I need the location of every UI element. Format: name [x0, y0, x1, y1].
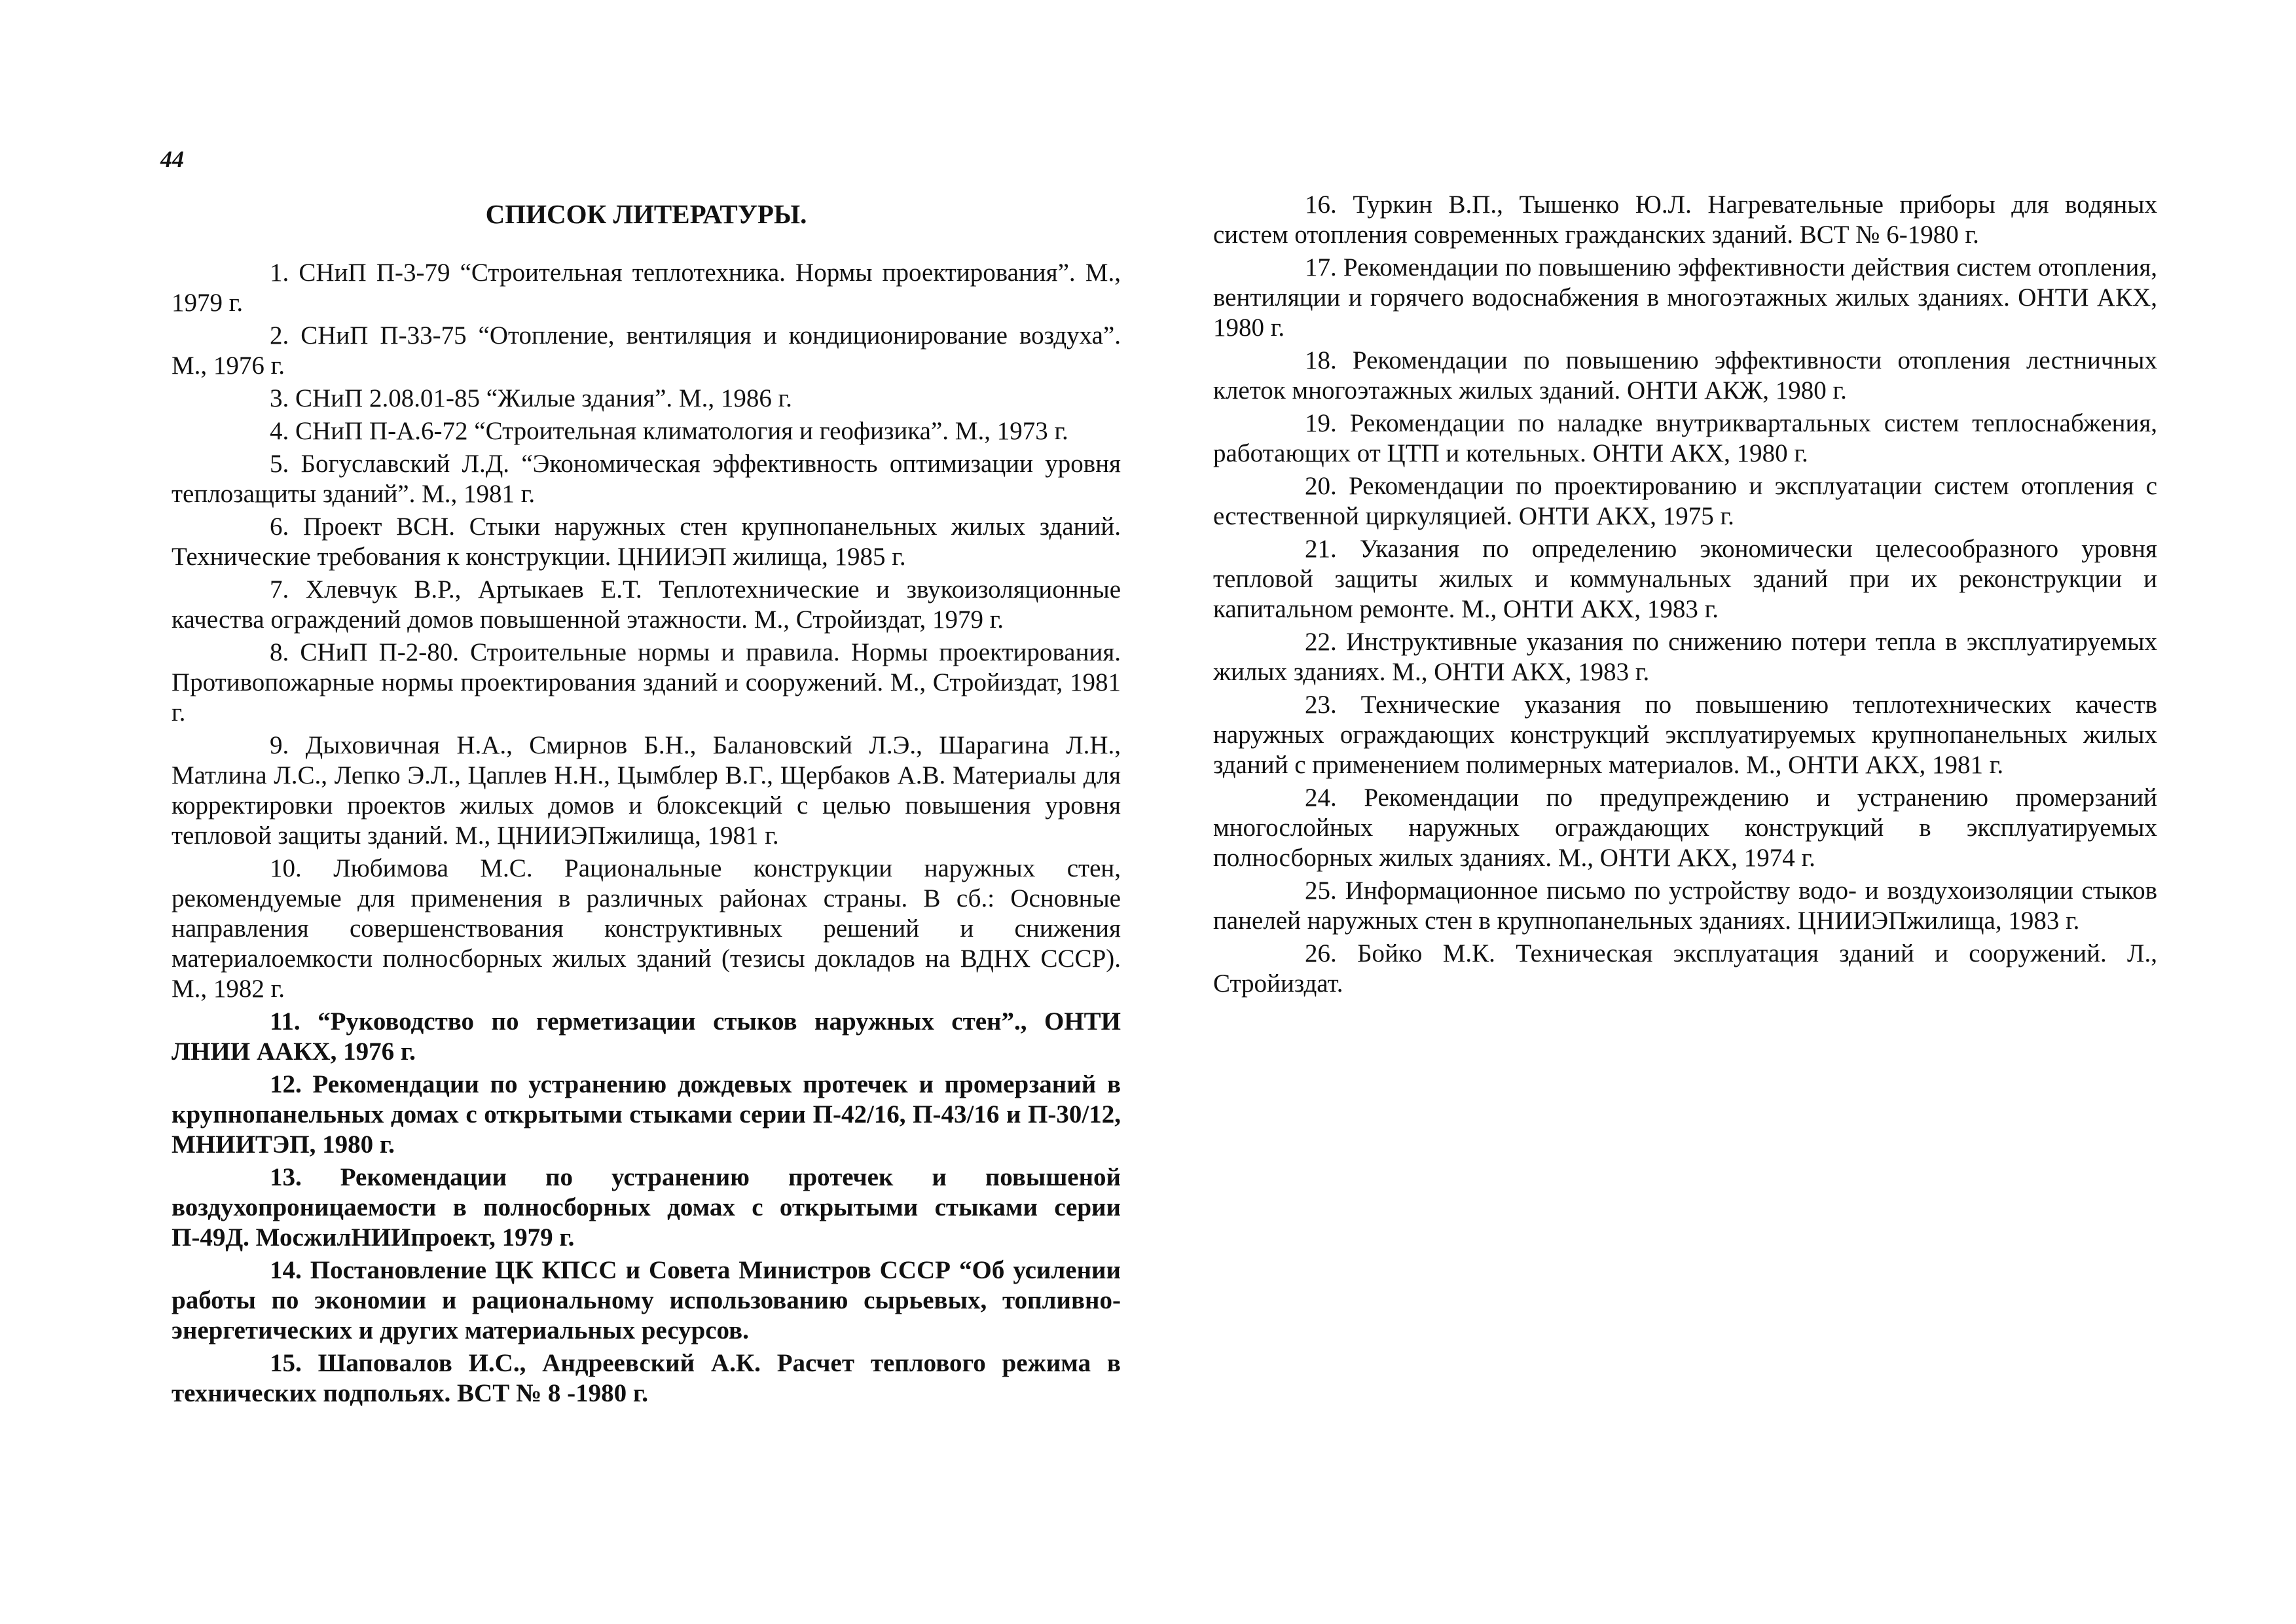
reference-number: 5.: [270, 450, 289, 478]
reference-text: Бойко М.К. Техническая эксплуатация зданий и сооружений. Л., Стройиздат.: [1213, 939, 2157, 998]
reference-text: “Руководство по герметизации стыков наружных стен”., ОНТИ ЛНИИ ААКХ, 1976 г.: [172, 1007, 1121, 1066]
reference-item: [172, 512, 1121, 572]
reference-number: 15.: [270, 1349, 302, 1377]
reference-number: 2.: [270, 321, 289, 350]
reference-text: Проект ВСН. Стыки наружных стен крупнопанельных жилых зданий. Технические требования к конструкции. ЦНИИЭП жилища, 1985 г.: [172, 513, 1121, 571]
reference-item: [172, 258, 1121, 318]
reference-item: [172, 638, 1121, 728]
reference-text: СНиП П-2-80. Строительные нормы и правила. Нормы проектирования. Противопожарные нормы проектирования зданий и сооружений. М., Стройиздат, 1981 г.: [172, 638, 1121, 727]
left-column: [172, 190, 1121, 1411]
reference-text: Любимова М.С. Рациональные конструкции наружных стен, рекомендуемые для применения в различных районах страны. В сб.: Основные направления совершенствования конструктивных решений и снижения материалоемкости полносборных жилых зданий (тезисы докладов на ВДНХ СССР). М., 1982 г.: [172, 854, 1121, 1003]
reference-item: [1213, 534, 2157, 624]
reference-number: 21.: [1305, 535, 1337, 563]
reference-text: СНиП П-33-75 “Отопление, вентиляция и кондиционирование воздуха”. М., 1976 г.: [172, 321, 1121, 380]
reference-number: 4.: [270, 417, 289, 445]
reference-number: 9.: [270, 731, 289, 759]
reference-number: 1.: [270, 259, 289, 287]
reference-item: [172, 449, 1121, 509]
reference-number: 14.: [270, 1256, 302, 1284]
reference-number: 17.: [1305, 253, 1337, 281]
reference-item: [172, 321, 1121, 381]
reference-list-right: [1213, 190, 2157, 999]
reference-text: Рекомендации по наладке внутриквартальных систем теплоснабжения, работающих от ЦТП и котельных. ОНТИ АКХ, 1980 г.: [1213, 409, 2158, 467]
page-number: 44: [160, 146, 184, 172]
page-title: СПИСОК ЛИТЕРАТУРЫ.: [485, 199, 807, 229]
reference-number: 22.: [1305, 628, 1337, 656]
reference-item: [172, 1348, 1121, 1409]
reference-item: [172, 854, 1121, 1004]
reference-text: СНиП П-А.6-72 “Строительная климатология и геофизика”. М., 1973 г.: [295, 417, 1068, 445]
reference-text: Рекомендации по повышению эффективности действия систем отопления, вентиляции и горячего водоснабжения в многоэтажных жилых зданиях. ОНТИ АКХ, 1980 г.: [1213, 253, 2158, 342]
reference-item: [1213, 346, 2157, 406]
reference-item: [172, 416, 1121, 446]
reference-item: [172, 575, 1121, 635]
reference-text: Рекомендации по устранению протечек и повышеной воздухопроницаемости в полносборных домах с открытыми стыками серии П-49Д. МосжилНИИпроект, 1979 г.: [172, 1163, 1121, 1252]
reference-number: 12.: [270, 1070, 302, 1098]
reference-text: Рекомендации по устранению дождевых протечек и промерзаний в крупнопанельных домах с открытыми стыками серии П-42/16, П-43/16 и П-30/12, МНИИТЭП, 1980 г.: [172, 1070, 1121, 1159]
reference-item: [1213, 253, 2157, 343]
reference-text: Рекомендации по повышению эффективности отопления лестничных клеток многоэтажных жилых зданий. ОНТИ АКЖ, 1980 г.: [1213, 346, 2157, 405]
reference-number: 10.: [270, 854, 302, 882]
reference-item: [1213, 939, 2157, 999]
reference-text: Рекомендации по предупреждению и устранению промерзаний многослойных наружных ограждающих конструкций в эксплуатируемых полносборных жилых зданиях. М., ОНТИ АКХ, 1974 г.: [1213, 784, 2157, 872]
reference-number: 3.: [270, 384, 289, 412]
reference-list-left: [172, 258, 1121, 1409]
reference-text: Богуславский Л.Д. “Экономическая эффективность оптимизации уровня теплозащиты зданий”. М., 1981 г.: [172, 450, 1121, 508]
reference-item: [1213, 783, 2157, 873]
reference-text: Рекомендации по проектированию и эксплуатации систем отопления с естественной циркуляцией. ОНТИ АКХ, 1975 г.: [1213, 472, 2158, 530]
reference-number: 8.: [270, 638, 289, 666]
reference-number: 18.: [1305, 346, 1337, 374]
reference-item: [1213, 408, 2157, 469]
reference-item: [172, 1007, 1121, 1067]
reference-number: 11.: [270, 1007, 301, 1036]
reference-text: Постановление ЦК КПСС и Совета Министров СССР “Об усилении работы по экономии и рациональному использованию сырьевых, топливно-энергетических и других материальных ресурсов.: [172, 1256, 1121, 1344]
reference-number: 16.: [1305, 190, 1337, 219]
reference-text: Дыховичная Н.А., Смирнов Б.Н., Балановский Л.Э., Шарагина Л.Н., Матлина Л.С., Лепко Э.Л., Цаплев Н.Н., Цымблер В.Г., Щербаков А.В. Материалы для корректировки проектов жилых домов и блоксекций с целью повышения уровня тепловой защиты зданий. М., ЦНИИЭПжилища, 1981 г.: [172, 731, 1121, 850]
reference-item: [1213, 471, 2157, 532]
right-column: [1213, 190, 2157, 1001]
reference-text: Технические указания по повышению теплотехнических качеств наружных ограждающих конструкций эксплуатируемых крупнопанельных жилых зданий с применением полимерных материалов. М., ОНТИ АКХ, 1981 г.: [1213, 691, 2157, 779]
reference-number: 24.: [1305, 784, 1337, 812]
reference-item: [1213, 690, 2157, 780]
reference-item: [1213, 190, 2157, 250]
reference-item: [172, 384, 1121, 414]
reference-text: Хлевчук В.Р., Артыкаев Е.Т. Теплотехнические и звукоизоляционные качества ограждений домов повышенной этажности. М., Стройиздат, 1979 г.: [172, 575, 1121, 634]
reference-text: Инструктивные указания по снижению потери тепла в эксплуатируемых жилых зданиях. М., ОНТИ АКХ, 1983 г.: [1213, 628, 2158, 686]
reference-number: 26.: [1305, 939, 1337, 967]
reference-text: Шаповалов И.С., Андреевский А.К. Расчет теплового режима в технических подпольях. ВСТ № 8 -1980 г.: [172, 1349, 1121, 1407]
reference-text: Указания по определению экономически целесообразного уровня тепловой защиты жилых и коммунальных зданий при их реконструкции и капитальном ремонте. М., ОНТИ АКХ, 1983 г.: [1213, 535, 2157, 623]
reference-item: [172, 731, 1121, 851]
reference-text: СНиП П-3-79 “Строительная теплотехника. Нормы проектирования”. М., 1979 г.: [172, 259, 1121, 317]
reference-number: 13.: [270, 1163, 302, 1191]
reference-number: 23.: [1305, 691, 1337, 719]
reference-item: [1213, 627, 2157, 687]
reference-text: СНиП 2.08.01-85 “Жилые здания”. М., 1986 г.: [295, 384, 792, 412]
reference-number: 19.: [1305, 409, 1337, 437]
reference-item: [172, 1070, 1121, 1160]
reference-number: 20.: [1305, 472, 1337, 500]
reference-number: 6.: [270, 513, 289, 541]
reference-text: Туркин В.П., Тышенко Ю.Л. Нагревательные приборы для водяных систем отопления современных гражданских зданий. ВСТ № 6-1980 г.: [1213, 190, 2157, 249]
reference-item: [172, 1163, 1121, 1253]
reference-item: [1213, 876, 2157, 936]
reference-text: Информационное письмо по устройству водо- и воздухоизоляции стыков панелей наружных стен в крупнопанельных зданиях. ЦНИИЭПжилища, 1983 г.: [1213, 876, 2157, 935]
reference-number: 25.: [1305, 876, 1337, 905]
reference-number: 7.: [270, 575, 289, 604]
reference-item: [172, 1255, 1121, 1346]
